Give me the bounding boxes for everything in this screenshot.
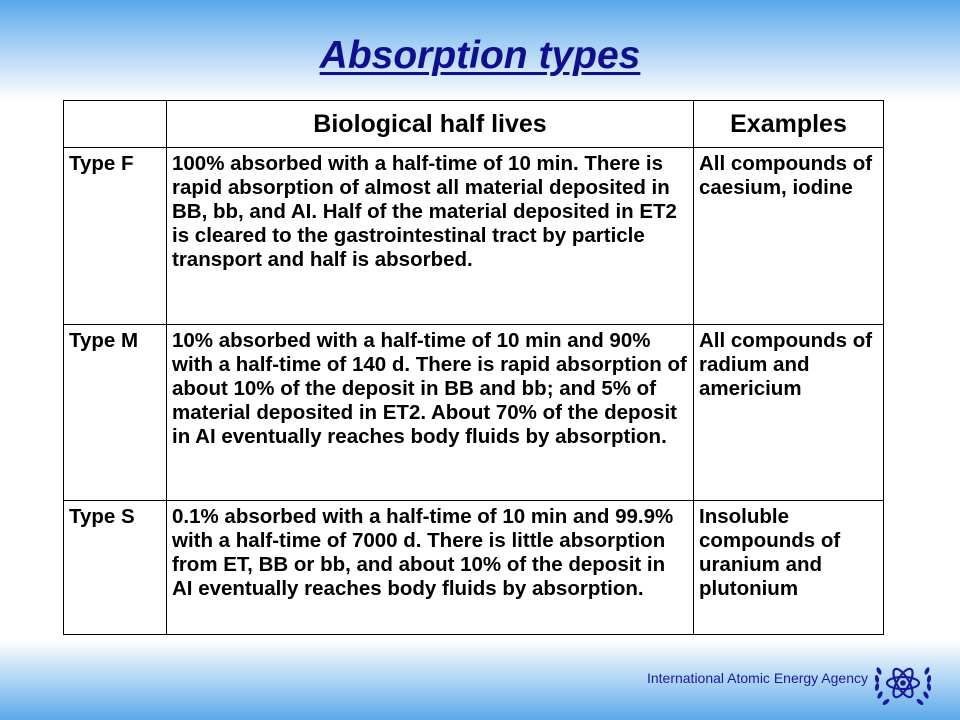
header-cell-half-lives: Biological half lives	[167, 101, 694, 148]
description-cell: 0.1% absorbed with a half-time of 10 min and 99.9% with a half-time of 7000 d. There is little absorption from ET, BB or bb, and about 10% of the deposit in AI eventually reaches body fluids by absorption.	[167, 501, 694, 635]
examples-cell: All compounds of caesium, iodine	[694, 148, 884, 325]
description-cell: 10% absorbed with a half-time of 10 min and 90% with a half-time of 140 d. There is rapid absorption of about 10% of the deposit in BB and bb; and 5% of material deposited in ET2. About 70% of the deposit in AI eventually reaches body fluids by absorption.	[167, 325, 694, 501]
table-row	[64, 501, 884, 635]
header-cell-empty	[64, 101, 167, 148]
type-cell: Type M	[64, 325, 167, 501]
examples-cell: All compounds of radium and americium	[694, 325, 884, 501]
examples-cell: Insoluble compounds of uranium and plutonium	[694, 501, 884, 635]
table-row	[64, 148, 884, 325]
organization-name: International Atomic Energy Agency	[646, 670, 868, 686]
table-row	[64, 325, 884, 501]
type-cell: Type S	[64, 501, 167, 635]
description-cell: 100% absorbed with a half-time of 10 min. There is rapid absorption of almost all material deposited in BB, bb, and AI. Half of the material deposited in ET2 is cleared to the gastrointestinal tract by particle transport and half is absorbed.	[167, 148, 694, 325]
header-cell-examples: Examples	[694, 101, 884, 148]
iaea-logo-icon	[872, 657, 934, 709]
type-cell: Type F	[64, 148, 167, 325]
page-title: Absorption types	[319, 34, 641, 77]
table-header-row	[64, 101, 884, 148]
absorption-types-table	[63, 100, 884, 635]
